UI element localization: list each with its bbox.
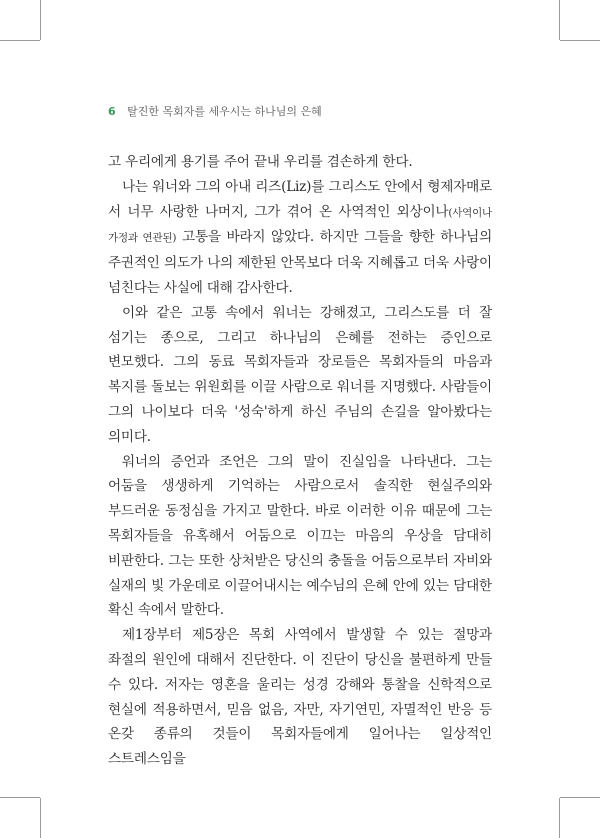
running-head-title: 탈진한 목회자를 세우시는 하나님의 은혜: [127, 105, 322, 118]
paragraph-3: 이와 같은 고통 속에서 워너는 강해졌고, 그리스도를 더 잘 섬기는 종으로, 그리고 하나님의 은혜를 전하는 증인으로 변모했다. 그의 동료 목회자들과 장로들은 목회자들의 마음과 복지를 돌보는 위원회를 이끌 사람으로 워너를 지명했다. 사람들이 그의 나이보다 더욱 '성숙'하게 하신 주님의 손길을 알아봤다는 의미다.: [108, 304, 492, 445]
paragraph-2-part-a: 나는 워너와 그의 아내 리즈(Liz)를 그리스도 안에서 형제자매로 서 너무 사랑한 나머지, 그가 겪어 온 사역적인 외상이나: [108, 178, 492, 220]
crop-mark-bottom-right-vertical: [559, 798, 560, 838]
paragraph-4: 워너의 증언과 조언은 그의 말이 진실임을 나타낸다. 그는 어둠을 생생하게 기억하는 사람으로서 솔직한 현실주의와 부드러운 동정심을 가지고 말한다. 바로 이러한 이유 때문에 그는 목회자들을 유혹해서 어둠으로 이끄는 마음의 우상을 담대히 비판한다. 그는 또한 상처받은 당신의 충돌을 어둠으로부터 자비와 실재의 빛 가운데로 이끌어내시는 예수님의 은혜 안에 있는 담대한 확신 속에서 말한다.: [108, 453, 492, 619]
crop-mark-bottom-left-horizontal: [0, 797, 40, 798]
paragraph-2: [108, 175, 492, 301]
body-text: [108, 150, 492, 772]
crop-mark-top-right-horizontal: [560, 40, 600, 41]
paragraph-1: 고 우리에게 용기를 주어 끝내 우리를 겸손하게 한다.: [108, 154, 413, 170]
crop-mark-top-left-horizontal: [0, 40, 40, 41]
crop-mark-bottom-right-horizontal: [560, 797, 600, 798]
crop-mark-top-left-vertical: [40, 0, 41, 40]
paragraph-2-part-b: 고통을 바라지 않았다. 하지만 그들을 향한 하나님의 주권적인 의도가 나의 제한된 안목보다 더욱 지혜롭고 더욱 사랑이 넘친다는 사실에 대해 감사한다.: [108, 229, 492, 296]
crop-mark-bottom-left-vertical: [40, 798, 41, 838]
running-head: [108, 103, 322, 119]
paragraph-5: 제1장부터 제5장은 목회 사역에서 발생할 수 있는 절망과 좌절의 원인에 대해서 진단한다. 이 진단이 당신을 불편하게 만들 수 있다. 저자는 영혼을 울리는 성경 강해와 통찰을 신학적으로 현실에 적용하면서, 믿음 없음, 자만, 자기연민, 자멸적인 반응 등 온갖 종류의 것들이 목회자들에게 일어나는 일상적인 스트레스임을: [108, 627, 492, 768]
paragraph-2-small-note: (사역이나 가정과 연관된): [108, 206, 492, 245]
page-number: 6: [108, 105, 116, 118]
crop-mark-top-right-vertical: [559, 0, 560, 40]
